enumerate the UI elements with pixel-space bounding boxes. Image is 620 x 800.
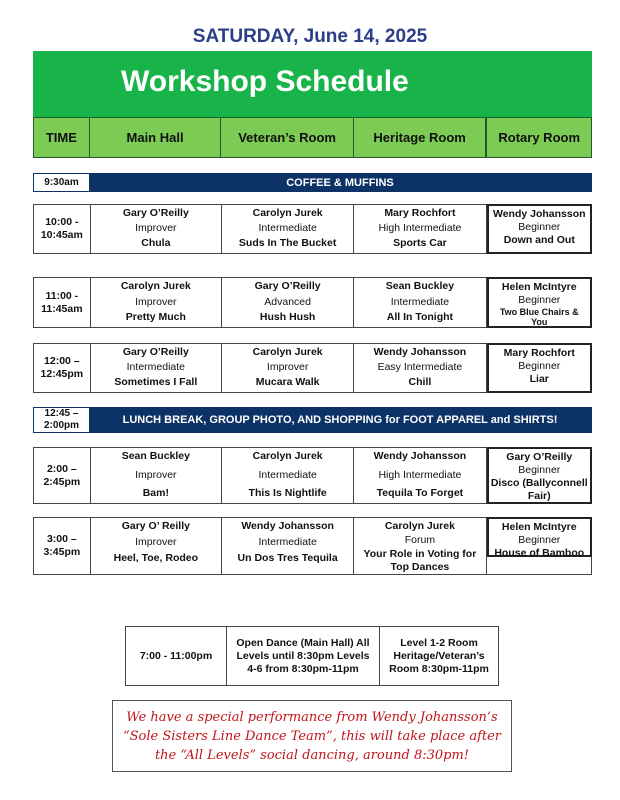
coffee-band xyxy=(33,173,592,192)
session-cell xyxy=(487,204,592,254)
level: Beginner xyxy=(518,360,561,372)
evening-open-dance: Open Dance (Main Hall) All Levels until 8:30pm Levels 4-6 from 8:30pm-11pm xyxy=(227,627,380,685)
dance: Mucara Walk xyxy=(255,376,320,388)
level: Advanced xyxy=(264,295,311,308)
level: Intermediate xyxy=(258,222,317,234)
level: Forum xyxy=(404,534,436,546)
header-rotary-room: Rotary Room xyxy=(486,118,591,157)
session-time: 2:00 – 2:45pm xyxy=(34,448,91,503)
instructor: Sean Buckley xyxy=(385,280,455,292)
dance: Disco (Ballyconnell Fair) xyxy=(490,477,588,502)
instructor: Gary O’Reilly xyxy=(122,346,189,358)
dance: Sports Car xyxy=(393,237,447,249)
session-time: 10:00 - 10:45am xyxy=(34,205,91,253)
lunch-band xyxy=(33,407,592,433)
evening-box xyxy=(125,626,499,686)
session-cell xyxy=(354,278,486,327)
dance: All In Tonight xyxy=(386,311,454,323)
dance: Bam! xyxy=(142,487,169,499)
session-cell xyxy=(354,205,486,253)
lunch-time: 12:45 – 2:00pm xyxy=(34,408,89,432)
instructor: Carolyn Jurek xyxy=(252,346,323,358)
dance: Sometimes I Fall xyxy=(114,376,198,388)
dance: Hush Hush xyxy=(259,311,316,323)
performance-note: We have a special performance from Wendy Johansson’s “Sole Sisters Line Dance Team”, this will take place after the “All Levels” social dancing, around 8:30pm! xyxy=(112,700,512,772)
dance: Two Blue Chairs & You xyxy=(499,307,579,327)
dance: Down and Out xyxy=(503,234,575,246)
session-time: 12:00 – 12:45pm xyxy=(34,344,91,392)
instructor: Carolyn Jurek xyxy=(252,207,323,219)
session-cell xyxy=(354,518,486,574)
session-cell xyxy=(354,448,486,503)
level: High Intermediate xyxy=(378,222,462,234)
level: Improver xyxy=(266,361,309,373)
level: Intermediate xyxy=(126,361,186,373)
dance: Un Dos Tres Tequila xyxy=(237,552,338,564)
session-cell xyxy=(222,448,354,503)
level: Beginner xyxy=(518,221,561,233)
session-cell xyxy=(487,447,592,504)
level: Beginner xyxy=(518,294,561,306)
instructor: Wendy Johansson xyxy=(492,208,586,220)
dance: Liar xyxy=(529,373,549,385)
instructor: Carolyn Jurek xyxy=(120,280,191,292)
session-cell xyxy=(222,518,354,574)
evening-time: 7:00 - 11:00pm xyxy=(126,627,227,685)
level: Beginner xyxy=(518,534,561,546)
instructor: Gary O’Reilly xyxy=(122,207,189,219)
session-cell xyxy=(487,343,592,393)
session-block-2 xyxy=(33,277,592,328)
header-time: TIME xyxy=(34,118,90,157)
session-time: 11:00 - 11:45am xyxy=(34,278,91,327)
page-title: Workshop Schedule xyxy=(121,65,409,98)
level: Intermediate xyxy=(258,468,317,481)
level: Easy Intermediate xyxy=(377,361,463,373)
instructor: Helen McIntyre xyxy=(501,281,577,293)
coffee-time: 9:30am xyxy=(34,174,89,191)
session-cell xyxy=(91,278,222,327)
session-block-5 xyxy=(33,517,592,575)
instructor: Gary O’Reilly xyxy=(506,451,573,463)
session-cell xyxy=(91,344,222,392)
session-block-1 xyxy=(33,204,592,254)
session-block-3 xyxy=(33,343,592,393)
session-cell xyxy=(222,344,354,392)
session-cell xyxy=(91,448,222,503)
session-cell xyxy=(222,278,354,327)
level: Improver xyxy=(135,536,177,548)
column-header-row xyxy=(33,117,592,158)
instructor: Wendy Johansson xyxy=(373,346,467,358)
dance: Tequila To Forget xyxy=(376,487,464,499)
level: Improver xyxy=(135,468,177,481)
coffee-label: COFFEE & MUFFINS xyxy=(286,176,394,189)
instructor: Gary O’Reilly xyxy=(254,280,321,292)
instructor: Wendy Johansson xyxy=(373,450,467,462)
instructor: Helen McIntyre xyxy=(501,521,577,533)
level: Beginner xyxy=(518,464,561,476)
level: Improver xyxy=(135,222,177,234)
dance: Heel, Toe, Rodeo xyxy=(113,552,199,564)
header-main-hall: Main Hall xyxy=(90,118,222,157)
dance: Chill xyxy=(408,376,432,388)
instructor: Sean Buckley xyxy=(121,450,190,462)
session-cell xyxy=(354,344,486,392)
dance: Your Role in Voting for Top Dances xyxy=(363,548,477,573)
instructor: Mary Rochfort xyxy=(503,347,575,359)
level: Improver xyxy=(135,295,177,308)
schedule-date: SATURDAY, June 14, 2025 xyxy=(192,26,428,47)
lunch-label: LUNCH BREAK, GROUP PHOTO, AND SHOPPING for FOOT APPAREL and SHIRTS! xyxy=(122,414,558,426)
dance: Suds In The Bucket xyxy=(238,237,337,249)
evening-level-room: Level 1-2 Room Heritage/Veteran’s Room 8:30pm-11pm xyxy=(389,636,489,675)
session-cell xyxy=(91,518,222,574)
level: Intermediate xyxy=(258,536,317,548)
session-time: 3:00 – 3:45pm xyxy=(34,518,91,574)
header-veterans-room: Veteran’s Room xyxy=(221,118,354,157)
instructor: Wendy Johansson xyxy=(241,520,334,532)
session-cell xyxy=(222,205,354,253)
dance: Chula xyxy=(141,237,171,249)
session-block-4 xyxy=(33,447,592,504)
level: High Intermediate xyxy=(378,468,462,481)
header-heritage-room: Heritage Room xyxy=(354,118,487,157)
instructor: Gary O’ Reilly xyxy=(121,520,190,532)
instructor: Carolyn Jurek xyxy=(252,450,323,462)
dance: Pretty Much xyxy=(125,311,186,323)
session-cell xyxy=(487,277,592,328)
session-cell xyxy=(91,205,222,253)
instructor: Mary Rochfort xyxy=(384,207,456,219)
session-cell xyxy=(487,517,592,557)
dance: This Is Nightlife xyxy=(248,487,327,499)
instructor: Carolyn Jurek xyxy=(384,520,455,532)
dance: House of Bamboo xyxy=(494,547,585,559)
title-banner xyxy=(33,51,592,118)
level: Intermediate xyxy=(390,295,450,308)
